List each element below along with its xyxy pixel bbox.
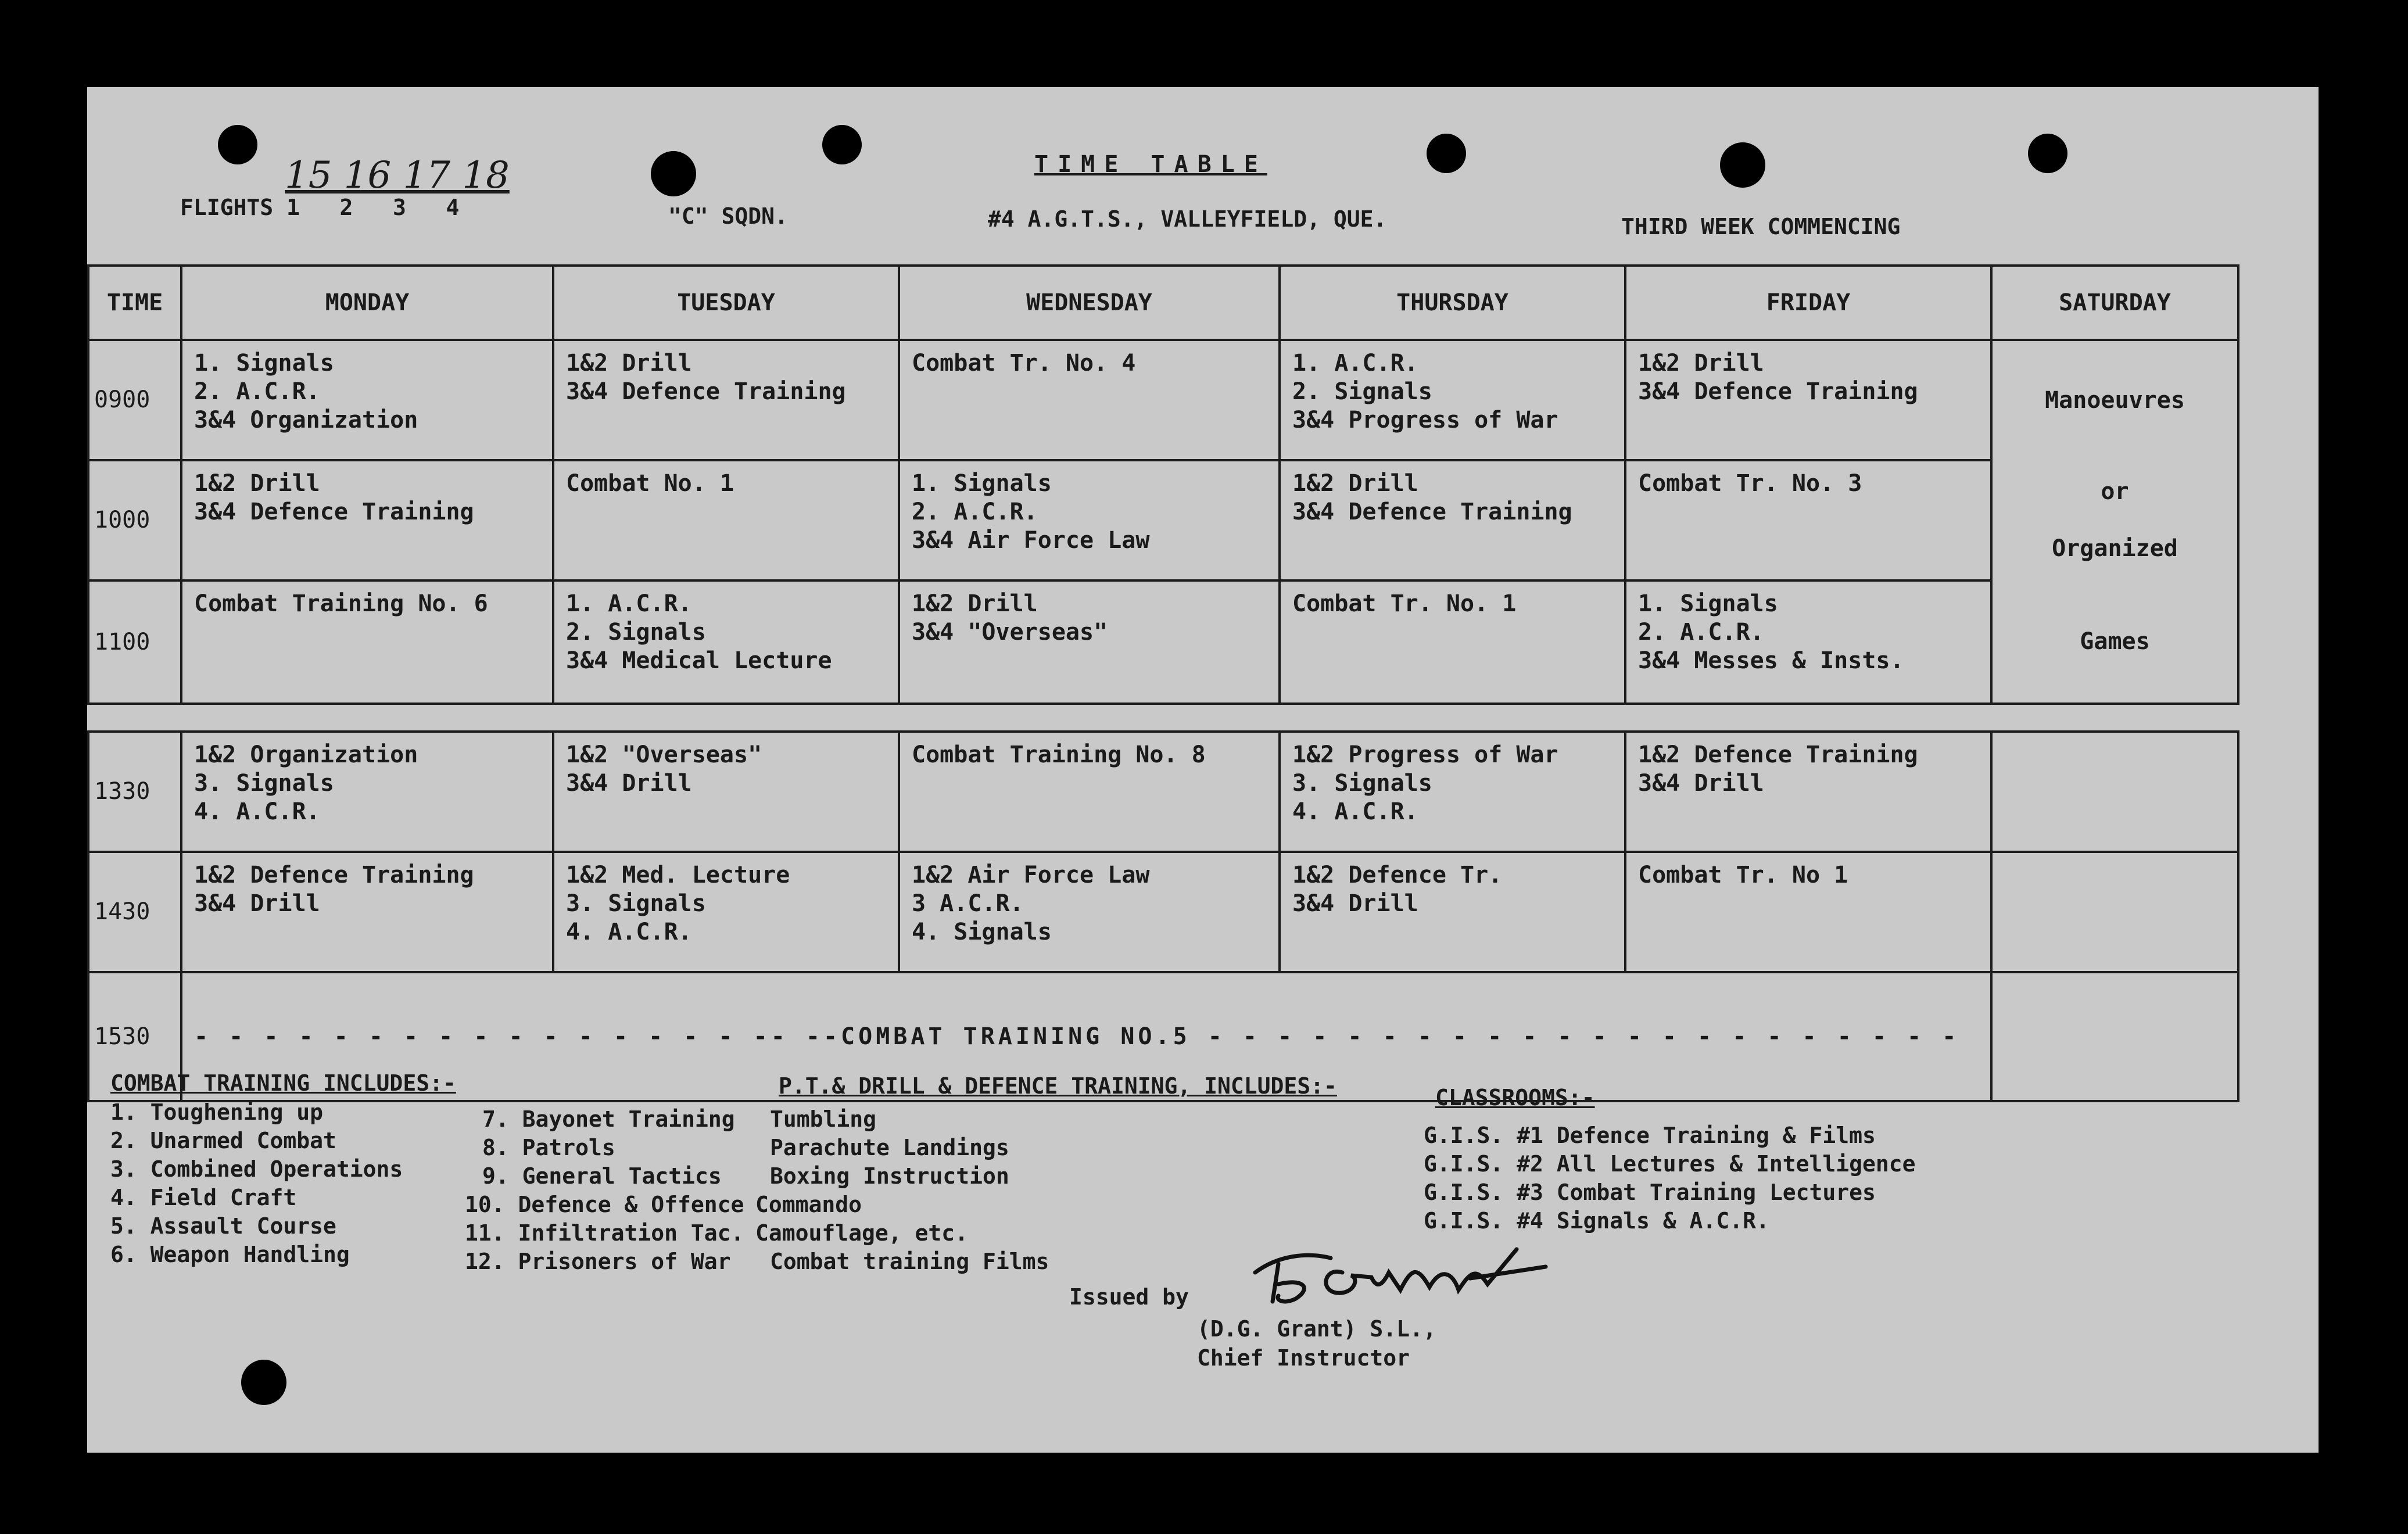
combat-item: 6. Weapon Handling [110, 1242, 350, 1267]
classroom-item: G.I.S. #3 Combat Training Lectures [1424, 1180, 1876, 1205]
pt-item: Commando [755, 1192, 862, 1217]
flights-label: FLIGHTS 1 2 3 4 [180, 195, 460, 220]
time-cell: 0900 [88, 340, 181, 460]
pt-item: Camouflage, etc. [755, 1220, 969, 1246]
header-row [88, 266, 2238, 340]
table-cell: 1&2 Air Force Law 3 A.C.R. 4. Signals [899, 852, 1280, 972]
time-cell: 1330 [88, 732, 181, 852]
timetable-card [87, 87, 2319, 1453]
table-cell: 1&2 Drill 3&4 Defence Training [1625, 340, 1991, 460]
pt-item: Boxing Instruction [770, 1163, 1009, 1189]
table-cell: 1. A.C.R. 2. Signals 3&4 Progress of War [1280, 340, 1625, 460]
time-cell: 1530 [88, 972, 181, 1101]
classroom-item: G.I.S. #1 Defence Training & Films [1424, 1123, 1876, 1148]
classroom-item: G.I.S. #4 Signals & A.C.R. [1424, 1208, 1769, 1234]
column-header: WEDNESDAY [899, 266, 1280, 340]
signature-image [1244, 1232, 1569, 1313]
table-cell: Combat Training No. 8 [899, 732, 1280, 852]
table-cell: Combat Tr. No. 3 [1625, 460, 1991, 580]
signatory-name: (D.G. Grant) S.L., [1197, 1316, 1436, 1342]
punch-hole [241, 1360, 286, 1405]
combat-item: 1. Toughening up [110, 1099, 324, 1125]
table-cell: Combat No. 1 [553, 460, 899, 580]
punch-hole [1427, 134, 1466, 173]
combat-item: 11. Infiltration Tac. [465, 1220, 744, 1246]
table-cell: 1&2 Drill 3&4 Defence Training [181, 460, 553, 580]
signatory-role: Chief Instructor [1197, 1345, 1410, 1371]
pt-item: Parachute Landings [770, 1135, 1009, 1160]
squadron-label: "C" SQDN. [668, 203, 788, 229]
column-header: SATURDAY [1991, 266, 2238, 340]
table-cell: 1&2 Drill 3&4 Defence Training [553, 340, 899, 460]
table-cell [1991, 972, 2238, 1101]
pt-drill-heading: P.T.& DRILL & DEFENCE TRAINING, INCLUDES:- [779, 1073, 1337, 1099]
table-cell: 1&2 Defence Tr. 3&4 Drill [1280, 852, 1625, 972]
combat-training-heading: COMBAT TRAINING INCLUDES:- [110, 1070, 456, 1096]
table-cell: 1. Signals 2. A.C.R. 3&4 Air Force Law [899, 460, 1280, 580]
saturday-cell: Games [1991, 580, 2238, 704]
table-cell: 1&2 Defence Training 3&4 Drill [1625, 732, 1991, 852]
table-cell: 1. A.C.R. 2. Signals 3&4 Medical Lecture [553, 580, 899, 704]
combat-item: 3. Combined Operations [110, 1156, 403, 1182]
combat-item: 10. Defence & Offence [465, 1192, 744, 1217]
column-header: MONDAY [181, 266, 553, 340]
table-cell [1991, 732, 2238, 852]
combat-item: 2. Unarmed Combat [110, 1128, 336, 1153]
lunch-gap-row [88, 704, 2238, 732]
combat-item: 7. Bayonet Training [482, 1106, 735, 1132]
unit-label: #4 A.G.T.S., VALLEYFIELD, QUE. [988, 206, 1387, 232]
table-cell: 1&2 Organization 3. Signals 4. A.C.R. [181, 732, 553, 852]
time-cell: 1100 [88, 580, 181, 704]
time-cell: 1000 [88, 460, 181, 580]
table-cell: Combat Training No. 6 [181, 580, 553, 704]
table-cell: 1. Signals 2. A.C.R. 3&4 Messes & Insts. [1625, 580, 1991, 704]
table-cell: 1&2 Drill 3&4 Defence Training [1280, 460, 1625, 580]
table-cell [1991, 852, 2238, 972]
combat-item: 12. Prisoners of War [465, 1249, 731, 1274]
table-row [88, 580, 2238, 704]
classrooms-heading: CLASSROOMS:- [1435, 1085, 1595, 1110]
table-cell: 1&2 Progress of War 3. Signals 4. A.C.R. [1280, 732, 1625, 852]
table-cell: Combat Tr. No. 4 [899, 340, 1280, 460]
combat-training-span: - - - - - - - - - - - - - - - - -- --COMBAT TRAINING NO.5 - - - - - - - - - - - - - - - - - - - - - - [181, 972, 1991, 1101]
classroom-item: G.I.S. #2 All Lectures & Intelligence [1424, 1151, 1916, 1177]
saturday-cell: Manoeuvres [1991, 340, 2238, 460]
handwritten-flight-numbers: 15 16 17 18 [285, 154, 510, 197]
combat-item: 5. Assault Course [110, 1213, 336, 1239]
table-cell: 1&2 "Overseas" 3&4 Drill [553, 732, 899, 852]
issued-by-label: Issued by [1069, 1284, 1189, 1310]
combat-item: 4. Field Craft [110, 1185, 297, 1210]
page-title: TIME TABLE [1034, 151, 1267, 178]
punch-hole [218, 125, 257, 164]
column-header: TIME [88, 266, 181, 340]
combat-item: 9. General Tactics [482, 1163, 722, 1189]
table-cell: 1&2 Drill 3&4 "Overseas" [899, 580, 1280, 704]
table-cell: 1. Signals 2. A.C.R. 3&4 Organization [181, 340, 553, 460]
saturday-cell: or Organized [1991, 460, 2238, 580]
week-label: THIRD WEEK COMMENCING [1621, 214, 1901, 239]
pt-item: Combat training Films [770, 1249, 1049, 1274]
table-cell: Combat Tr. No. 1 [1280, 580, 1625, 704]
table-cell: 1&2 Med. Lecture 3. Signals 4. A.C.R. [553, 852, 899, 972]
table-row [88, 340, 2238, 460]
gap-cell [88, 704, 2238, 732]
table-row [88, 732, 2238, 852]
table-cell: Combat Tr. No 1 [1625, 852, 1991, 972]
column-header: FRIDAY [1625, 266, 1991, 340]
punch-hole [1720, 142, 1765, 188]
pt-item: Tumbling [770, 1106, 877, 1132]
timetable [87, 264, 2239, 1102]
table-row [88, 852, 2238, 972]
combat-item: 8. Patrols [482, 1135, 615, 1160]
punch-hole [2028, 134, 2067, 173]
time-cell: 1430 [88, 852, 181, 972]
column-header: TUESDAY [553, 266, 899, 340]
table-row [88, 460, 2238, 580]
column-header: THURSDAY [1280, 266, 1625, 340]
punch-hole [822, 125, 862, 164]
table-cell: 1&2 Defence Training 3&4 Drill [181, 852, 553, 972]
punch-hole [651, 151, 696, 196]
